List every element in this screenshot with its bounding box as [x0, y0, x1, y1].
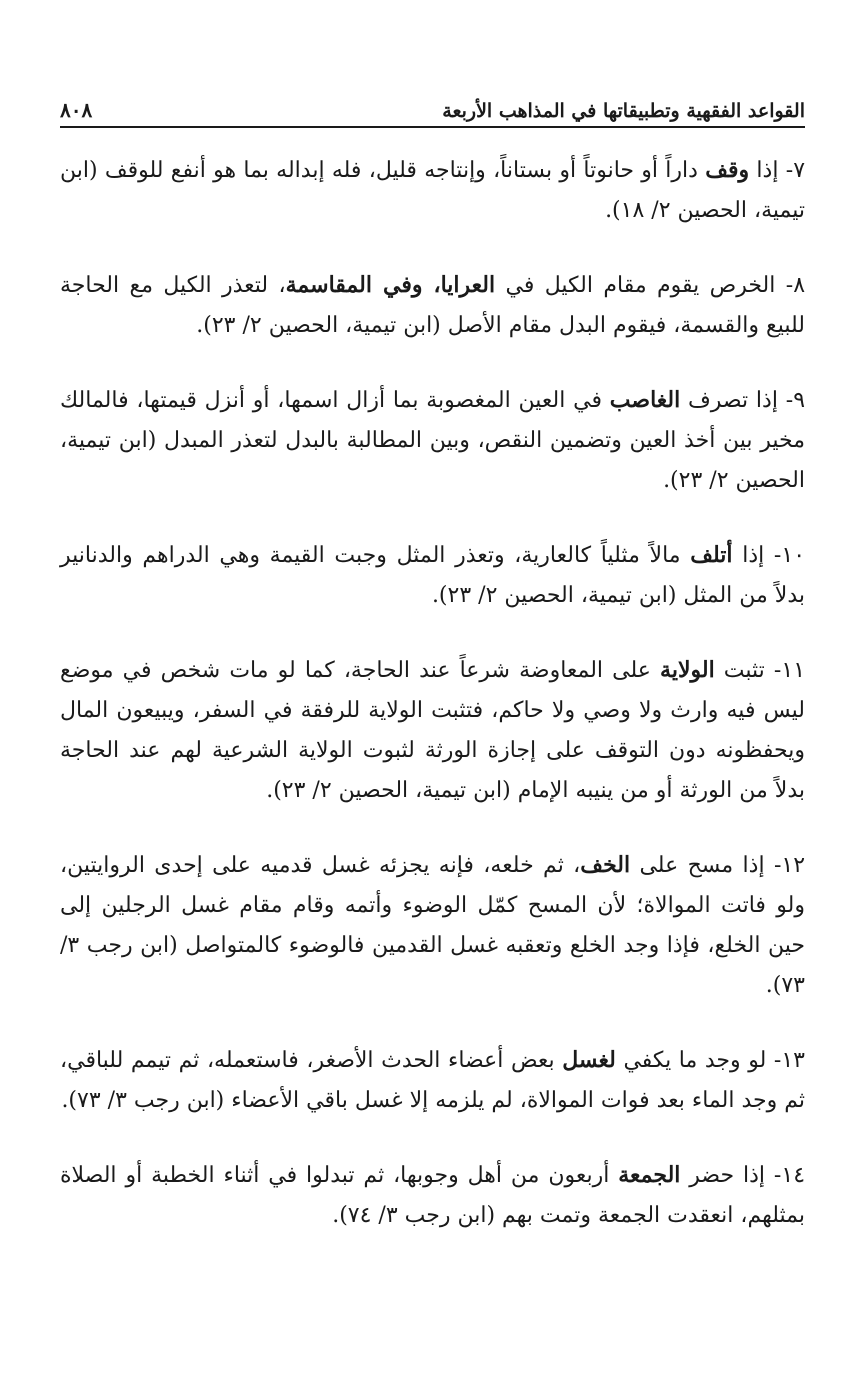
entry-number: ٧-	[778, 158, 806, 183]
entry-8	[60, 265, 805, 346]
entry-keyword: الغاصب	[609, 387, 681, 413]
entry-13	[60, 1040, 805, 1121]
entry-number: ١٢-	[764, 853, 806, 878]
header-title: القواعد الفقهية وتطبيقاتها في المذاهب الأربعة	[442, 100, 805, 122]
entry-text: إذا	[732, 543, 765, 568]
entry-number: ١٣-	[766, 1048, 805, 1073]
entry-text: تثبت	[714, 658, 765, 683]
running-header	[60, 92, 805, 128]
entry-text: داراً أو حانوتاً أو بستاناً، وإنتاجه قليل، فله إبداله بما هو أنفع للوقف (ابن تيمية، الحصين ٢/ ١٨).	[60, 158, 805, 223]
entry-10	[60, 535, 805, 616]
entry-keyword: أتلف	[690, 542, 733, 568]
entry-keyword: الخف	[580, 852, 631, 878]
entry-text: الخرص يقوم مقام الكيل في	[495, 273, 776, 298]
entry-text: إذا	[749, 158, 779, 183]
entry-text: إذا حضر	[680, 1163, 766, 1188]
entry-text: مالاً مثلياً كالعارية، وتعذر المثل وجبت القيمة وهي الدراهم والدنانير بدلاً من المثل (ابن تيمية، الحصين ٢/ ٢٣).	[60, 543, 805, 608]
entry-number: ٨-	[775, 273, 806, 298]
entry-text: لو وجد ما يكفي	[615, 1048, 767, 1073]
entry-keyword: العرايا، وفي المقاسمة	[285, 272, 496, 298]
entry-7	[60, 150, 805, 231]
entry-text: إذا تصرف	[680, 388, 778, 413]
page-body	[60, 150, 805, 1270]
entry-keyword: وقف	[705, 157, 750, 183]
entry-14	[60, 1155, 805, 1236]
entry-text: ، ثم خلعه، فإنه يجزئه غسل قدميه على إحدى الروايتين، ولو فاتت الموالاة؛ لأن المسح كمّل الوضوء وأتمه وقام مقام غسل الرجلين إلى حين الخلع، فإذا وجد الخلع وتعقبه غسل القدمين فالوضوء كالمتواصل (ابن رجب ٣/ ٧٣).	[60, 853, 805, 998]
entry-text: في العين المغصوبة بما أزال اسمها، أو أنزل قيمتها، فالمالك مخير بين أخذ العين وتضمين النقص، وبين المطالبة بالبدل لتعذر المبدل (ابن تيمية، الحصين ٢/ ٢٣).	[60, 388, 805, 493]
entry-number: ١١-	[764, 658, 806, 683]
entry-text: على المعاوضة شرعاً عند الحاجة، كما لو مات شخص في موضع ليس فيه وارث ولا وصي ولا حاكم، فتثبت الولاية للرفقة في السفر، ويبيعون المال ويحفظونه دون التوقف على إجازة الورثة لثبوت الولاية الشرعية لهم عند الحاجة بدلاً من الورثة أو من ينيبه الإمام (ابن تيمية، الحصين ٢/ ٢٣).	[60, 658, 805, 803]
entry-text: إذا مسح على	[630, 853, 765, 878]
entry-12	[60, 845, 805, 1006]
entry-number: ١٠-	[764, 543, 806, 568]
entry-text: ، لتعذر الكيل مع الحاجة للبيع والقسمة، فيقوم البدل مقام الأصل (ابن تيمية، الحصين ٢/ ٢٣).	[60, 273, 805, 338]
entry-text: أربعون من أهل وجوبها، ثم تبدلوا في أثناء الخطبة أو الصلاة بمثلهم، انعقدت الجمعة وتمت بهم (ابن رجب ٣/ ٧٤).	[60, 1163, 805, 1228]
entry-keyword: الجمعة	[618, 1162, 681, 1188]
entry-9	[60, 380, 805, 501]
entry-11	[60, 650, 805, 811]
entry-number: ١٤-	[765, 1163, 806, 1188]
entry-text: بعض أعضاء الحدث الأصغر، فاستعمله، ثم تيمم للباقي، ثم وجد الماء بعد فوات الموالاة، لم يلزمه إلا غسل باقي الأعضاء (ابن رجب ٣/ ٧٣).	[60, 1048, 805, 1113]
entry-keyword: لغسل	[562, 1047, 616, 1073]
page-number: ٨٠٨	[60, 98, 93, 122]
entry-keyword: الولاية	[660, 657, 715, 683]
entry-number: ٩-	[777, 388, 806, 413]
